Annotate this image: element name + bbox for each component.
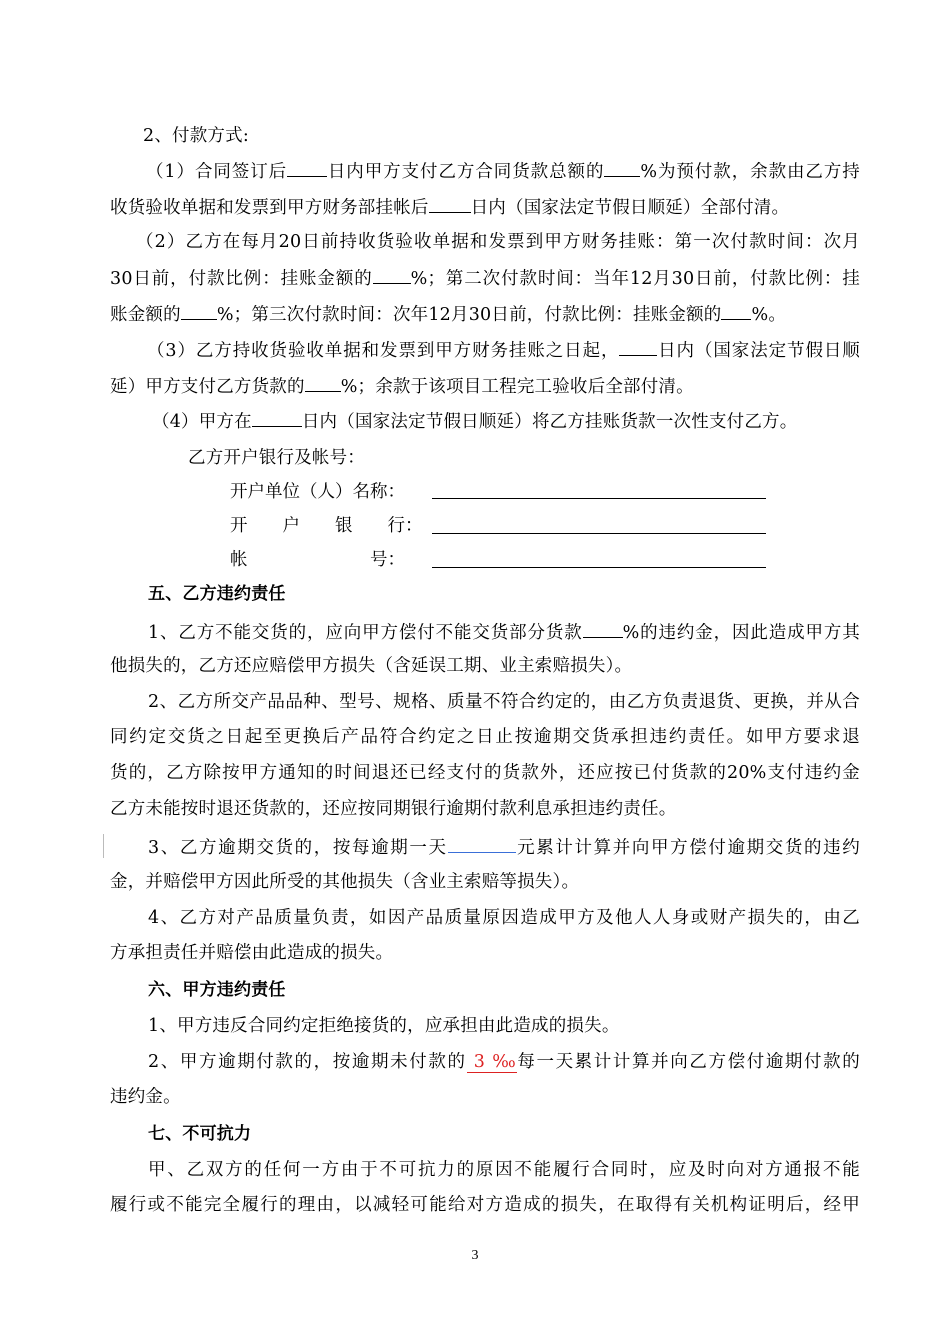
payment-heading: 2、付款方式: (143, 126, 249, 146)
section-5-para-4-line-1: 4、乙方对产品质量负责，如因产品质量原因造成甲方及他人人身或财产损失的，由乙 (148, 908, 860, 928)
section-5-para-4-line-2: 方承担责任并赔偿由此造成的损失。 (110, 943, 394, 963)
blank-amount[interactable] (448, 834, 516, 853)
account-number-input[interactable] (432, 567, 766, 568)
payment-option-2-line-1: （2）乙方在每月20日前持收货验收单据和发票到甲方财务挂账：第一次付款时间：次月 (136, 232, 860, 252)
payment-option-2-line-2: 30日前，付款比例：挂账金额的 %；第二次付款时间：当年12月30日前，付款比例：挂 (110, 265, 860, 291)
bank-field-label-bank: 开 户 银 行： (230, 516, 423, 536)
page-number: 3 (471, 1248, 479, 1263)
section-5-para-3-line-2: 金，并赔偿甲方因此所受的其他损失（含业主索赔等损失）。 (110, 872, 580, 892)
account-holder-input[interactable] (432, 498, 766, 499)
payment-option-2-line-3: 账金额的 %；第三次付款时间：次年12月30日前，付款比例：挂账金额的 %。 (110, 301, 786, 327)
section-6-para-1: 1、甲方违反合同约定拒绝接货的，应承担由此造成的损失。 (148, 1016, 620, 1036)
payment-option-4-line-1: （4）甲方在 日内（国家法定节假日顺延）将乙方挂账货款一次性支付乙方。 (152, 408, 797, 434)
bank-intro: 乙方开户银行及帐号： (188, 448, 365, 468)
payment-option-1-line-2: 收货验收单据和发票到甲方财务部挂帐后 日内（国家法定节假日顺延）全部付清。 (110, 194, 789, 220)
blank-percent[interactable] (181, 301, 217, 320)
payment-option-1-line-1: （1）合同签订后 日内甲方支付乙方合同货款总额的 %为预付款，余款由乙方持 (146, 158, 860, 184)
section-7-heading: 七、不可抗力 (148, 1124, 252, 1144)
section-6-heading: 六、甲方违约责任 (148, 980, 286, 1000)
payment-option-3-line-2: 延）甲方支付乙方货款的 %；余款于该项目工程完工验收后全部付清。 (110, 373, 694, 399)
blank-percent[interactable] (305, 373, 341, 392)
blank-percent[interactable] (583, 619, 623, 638)
section-7-line-2: 履行或不能完全履行的理由，以减轻可能给对方造成的损失，在取得有关机构证明后，经甲 (110, 1195, 860, 1215)
section-5-para-2-line-2: 同约定交货之日起至更换后产品符合约定之日止按逾期交货承担违约责任。如甲方要求退 (110, 727, 860, 747)
payment-option-3-line-1: （3）乙方持收货验收单据和发票到甲方财务挂账之日起， 日内（国家法定节假日顺 (147, 337, 860, 363)
blank-percent[interactable] (604, 158, 640, 177)
blank-percent[interactable] (373, 265, 411, 284)
bank-field-label-account-holder: 开户单位（人）名称： (230, 482, 405, 502)
section-6-para-2-line-2: 违约金。 (110, 1087, 181, 1107)
section-7-line-1: 甲、乙双方的任何一方由于不可抗力的原因不能履行合同时，应及时向对方通报不能 (148, 1160, 860, 1180)
section-5-para-1-line-1: 1、乙方不能交货的，应向甲方偿付不能交货部分货款 %的违约金，因此造成甲方其 (148, 619, 860, 645)
section-5-heading: 五、乙方违约责任 (148, 584, 286, 604)
section-5-para-3-line-1: 3、乙方逾期交货的，按每逾期一天 元累计计算并向甲方偿付逾期交货的违约 (148, 834, 860, 860)
blank-days[interactable] (619, 337, 657, 356)
bank-field-label-account-number: 帐 号： (230, 550, 405, 570)
section-5-para-2-line-3: 货的，乙方除按甲方通知的时间退还已经支付的货款外，还应按已付货款的20%支付违约金 (110, 763, 860, 783)
blank-days[interactable] (252, 408, 302, 427)
blank-percent[interactable] (721, 301, 751, 320)
section-6-para-2-line-1: 2、甲方逾期付款的，按逾期未付款的 3 ‰每一天累计计算并向乙方偿付逾期付款的 (148, 1052, 860, 1072)
section-5-para-1-line-2: 他损失的，乙方还应赔偿甲方损失（含延误工期、业主索赔损失）。 (110, 656, 633, 676)
bank-name-input[interactable] (432, 533, 766, 534)
section-5-para-2-line-1: 2、乙方所交产品品种、型号、规格、质量不符合约定的，由乙方负责退货、更换，并从合 (148, 692, 860, 712)
late-payment-rate: 3 ‰ (466, 1052, 518, 1072)
margin-change-bar (103, 834, 104, 858)
section-5-para-2-line-4: 乙方未能按时退还货款的，还应按同期银行逾期付款利息承担违约责任。 (110, 799, 677, 819)
blank-days[interactable] (287, 158, 327, 177)
blank-days[interactable] (429, 194, 471, 213)
